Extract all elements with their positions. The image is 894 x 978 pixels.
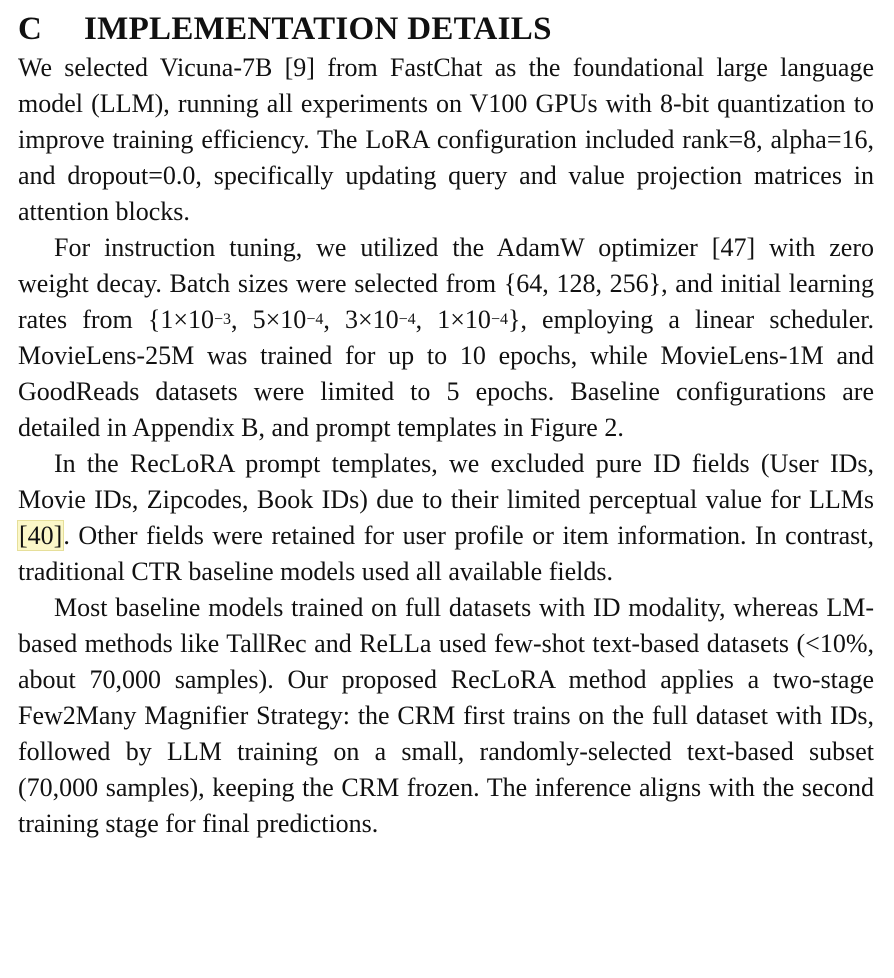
- paragraph-2-text-before: For instruction tuning, we utilized the AdamW optimizer [47] with zero weight decay. Batch sizes were selected from {64, 128, 256}, and initial learning rates from: [18, 233, 874, 334]
- lr-value-3: 3×10: [344, 305, 399, 334]
- lr-value-4: 1×10: [437, 305, 491, 334]
- lr-separator-3: ,: [415, 305, 438, 334]
- paragraph-3-text-before: In the RecLoRA prompt templates, we excluded pure ID fields (User IDs, Movie IDs, Zipcodes, Book IDs) due to their limited perceptual value for LLMs: [18, 449, 874, 514]
- lr-exponent-3: −4: [398, 311, 416, 328]
- paragraph-2-text-after: employing a linear scheduler. MovieLens-25M was trained for up to 10 epochs, while MovieLens-1M and GoodReads datasets were limited to 5 epochs. Baseline configurations are detailed in Appendix B, and prompt templates in Figure 2.: [18, 305, 875, 442]
- lr-exponent-1: −3: [214, 311, 232, 328]
- section-title: IMPLEMENTATION DETAILS: [84, 11, 552, 47]
- lr-separator-2: ,: [323, 305, 345, 334]
- lr-exponent-2: −4: [306, 311, 324, 328]
- paragraph-3: [18, 446, 874, 590]
- lr-value-1: 1×10: [160, 305, 214, 334]
- lr-close-brace: },: [507, 305, 527, 334]
- learning-rate-set: [148, 305, 527, 334]
- paragraph-2: [18, 230, 874, 446]
- section-heading: [18, 0, 874, 50]
- paragraph-4: Most baseline models trained on full datasets with ID modality, whereas LM-based methods like TallRec and ReLLa used few-shot text-based datasets (<10%, about 70,000 samples). Our proposed RecLoRA method applies a two-stage Few2Many Magnifier Strategy: the CRM first trains on the full dataset with IDs, followed by LLM training on a small, randomly-selected text-based subset (70,000 samples), keeping the CRM frozen. The inference aligns with the second training stage for final predictions.: [18, 593, 874, 838]
- paragraph-1: We selected Vicuna-7B [9] from FastChat as the foundational large language model (LLM), running all experiments on V100 GPUs with 8-bit quantization to improve training efficiency. The LoRA configuration included rank=8, alpha=16, and dropout=0.0, specifically updating query and value projection matrices in attention blocks.: [18, 53, 874, 226]
- lr-value-2: 5×10: [252, 305, 307, 334]
- lr-separator-1: ,: [231, 305, 253, 334]
- paper-page: [18, 0, 874, 842]
- lr-open-brace: {: [147, 305, 161, 334]
- paragraph-3-text-after: . Other fields were retained for user profile or item information. In contrast, traditional CTR baseline models used all available fields.: [18, 521, 874, 586]
- citation-40-link[interactable]: [40]: [19, 521, 63, 550]
- lr-exponent-4: −4: [490, 311, 508, 328]
- section-number: C: [18, 11, 43, 47]
